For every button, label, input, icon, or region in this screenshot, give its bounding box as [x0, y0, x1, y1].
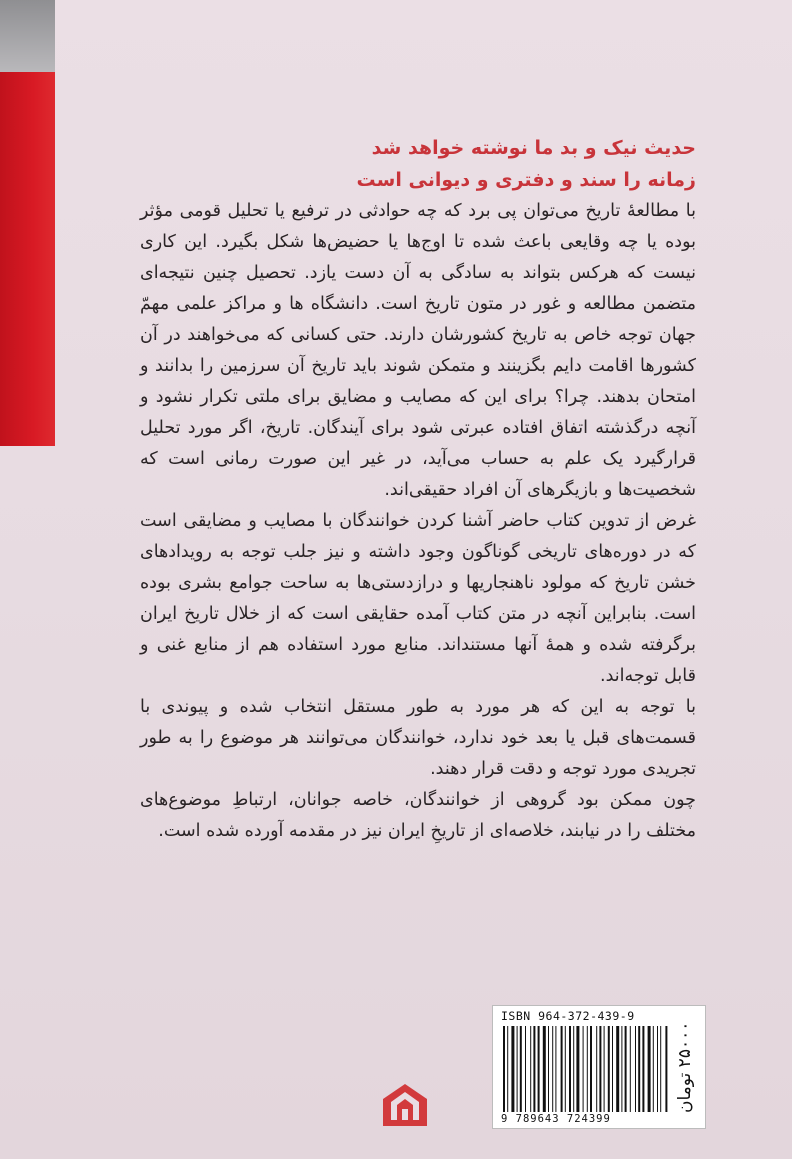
isbn-number: ISBN 964-372-439-9	[501, 1009, 635, 1023]
spine-grey-strip	[0, 0, 55, 72]
blurb-paragraph-3: با توجه به این که هر مورد به طور مستقل انتخاب شده و پیوندی با قسمت‌های قبل یا بعد خود ندارد، خوانندگان می‌توانند هر موضوع را به طور تجریدی مورد توجه و دقت قرار دهند.	[140, 697, 696, 779]
blurb-paragraph-4: چون ممکن بود گروهی از خوانندگان، خاصه جوانان، ارتباطِ موضوع‌های مختلف را در نیابند، خلاصه‌ای از تاریخِ ایران نیز در مقدمه آورده شده است.	[140, 790, 696, 841]
cover-text	[140, 132, 696, 847]
poem-line-2: زمانه را سند و دفتری و دیوانی است	[356, 169, 696, 191]
barcode-bars	[501, 1026, 671, 1112]
poem-line-1: حدیث نیک و بد ما نوشته خواهد شد	[371, 137, 696, 159]
spine-red-strip	[0, 72, 55, 446]
barcode-label	[492, 1005, 706, 1129]
poem	[140, 132, 696, 196]
blurb	[140, 196, 696, 847]
blurb-paragraph-1: با مطالعهٔ تاریخ می‌توان پی برد که چه حوادثی در ترفیع یا تحلیل قومی مؤثر بوده یا چه وقایعی باعث شده تا اوج‌ها یا حضیض‌ها شکل بگیرد. این کاری نیست که هرکس بتواند به سادگی به آن دست یازد. تحصیل چنین نتیجه‌ای متضمن مطالعه و غور در متون تاریخ است. دانشگاه ها و مراکز علمی مهمّ جهان توجه خاص به تاریخ کشورشان دارند. حتی کسانی که می‌خواهند در آن کشورها اقامت دایم بگزینند و متمکن شوند باید تاریخ آن سرزمین را بدانند و امتحان بدهند. چرا؟ برای این که مصایب و مضایق برای ملتی تکرار نشود و آنچه درگذشته اتفاق افتاده عبرتی شود برای آیندگان. تاریخ، اگر مورد تحلیل قرارگیرد یک علم به حساب می‌آید، در غیر این صورت رمانی است که شخصیت‌ها و بازیگرهای آن افراد حقیقی‌اند.	[140, 201, 696, 500]
blurb-paragraph-2: غرض از تدوین کتاب حاضر آشنا کردن خوانندگان با مصایب و مضایقی است که در دوره‌های تاریخی گوناگون وجود داشته و نیز جلب توجه به رویدادهای خشن تاریخ که مولود ناهنجاریها و درازدستی‌ها به ساحت جوامع بشری بوده است. بنابراین آنچه در متن کتاب آمده حقایقی است که از خلال تاریخ ایران برگرفته شده و همهٔ آنها مستنداند. منابع مورد استفاده هم از منابع غنی و قابل توجه‌اند.	[140, 511, 696, 686]
barcode-digits: 9 789643 724399	[501, 1113, 611, 1125]
publisher-logo-icon	[381, 1082, 429, 1128]
price-label: ۲۵۰۰۰ تومان	[675, 1021, 695, 1113]
